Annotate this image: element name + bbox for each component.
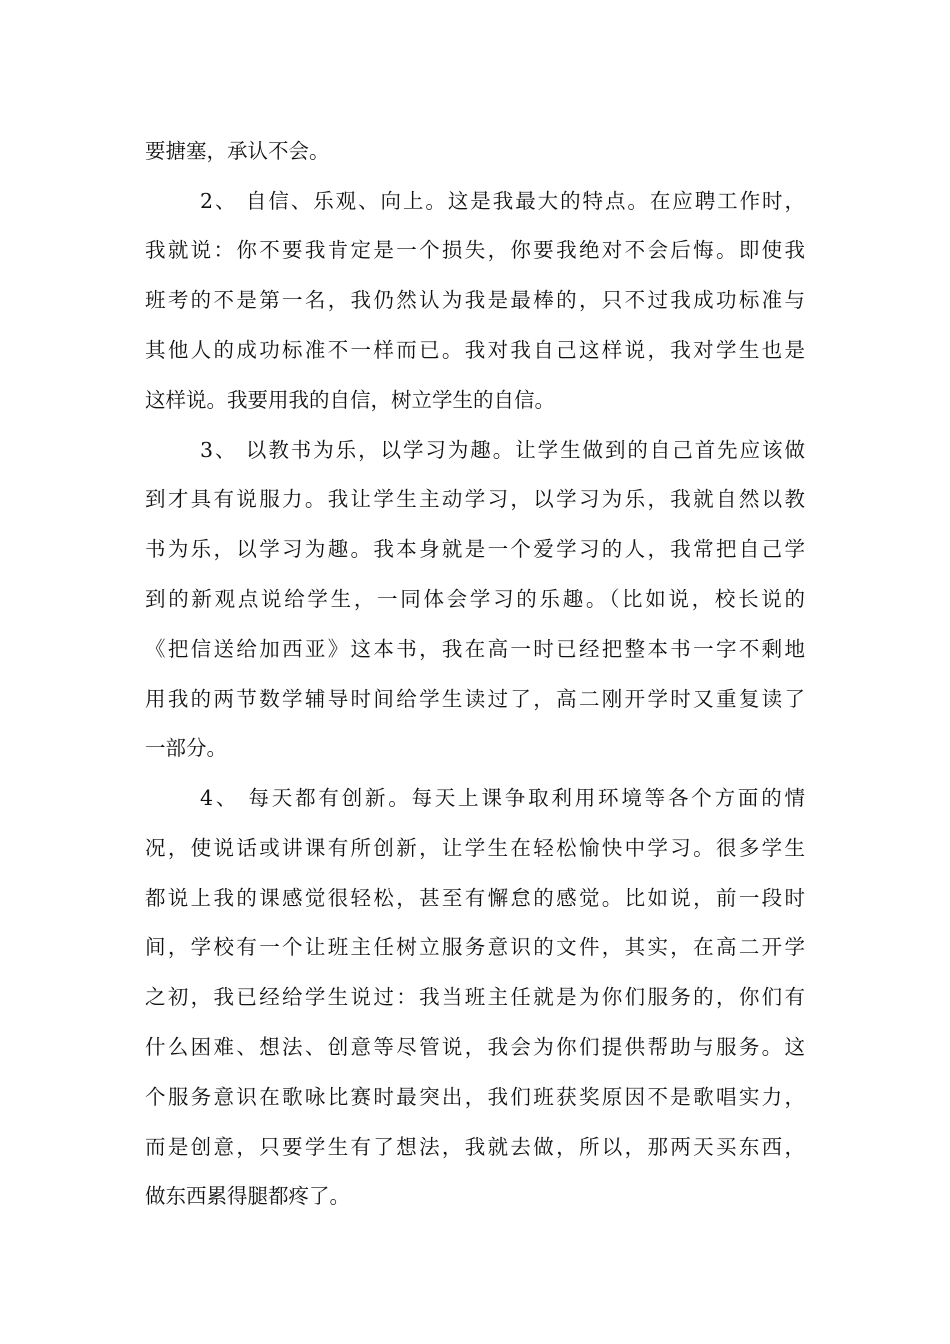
text-line: 用我的两节数学辅导时间给学生读过了，高二刚开学时又重复读了 xyxy=(145,687,805,711)
text-line: 2、 自信、乐观、向上。这是我最大的特点。在应聘工作时， xyxy=(200,189,805,213)
text-line: 班考的不是第一名，我仍然认为我是最棒的，只不过我成功标准与 xyxy=(145,288,805,312)
text-line: 什么困难、想法、创意等尽管说，我会为你们提供帮助与服务。这 xyxy=(145,1035,805,1059)
text-line: 其他人的成功标准不一样而已。我对我自己这样说，我对学生也是 xyxy=(145,338,805,362)
text-line: 到的新观点说给学生，一同体会学习的乐趣。（比如说，校长说的 xyxy=(145,587,805,611)
text-line: 况，使说话或讲课有所创新，让学生在轻松愉快中学习。很多学生 xyxy=(145,836,805,860)
text-line: 书为乐，以学习为趣。我本身就是一个爱学习的人，我常把自己学 xyxy=(145,537,805,561)
text-line: 之初，我已经给学生说过：我当班主任就是为你们服务的，你们有 xyxy=(145,985,805,1009)
text-line: 个服务意识在歌咏比赛时最突出，我们班获奖原因不是歌唱实力， xyxy=(145,1085,805,1109)
text-line: 要搪塞，承认不会。 xyxy=(145,139,330,163)
text-line: 做东西累得腿都疼了。 xyxy=(145,1184,350,1208)
text-line: 3、 以教书为乐，以学习为趣。让学生做到的自己首先应该做 xyxy=(200,438,805,462)
text-line: 一部分。 xyxy=(145,736,227,760)
text-line: 这样说。我要用我的自信，树立学生的自信。 xyxy=(145,388,555,412)
text-line: 《把信送给加西亚》这本书，我在高一时已经把整本书一字不剩地 xyxy=(145,637,805,661)
text-line: 我就说：你不要我肯定是一个损失，你要我绝对不会后悔。即使我 xyxy=(145,238,805,262)
text-line: 间，学校有一个让班主任树立服务意识的文件，其实，在高二开学 xyxy=(145,935,805,959)
text-line: 都说上我的课感觉很轻松，甚至有懈怠的感觉。比如说，前一段时 xyxy=(145,886,805,910)
text-line: 到才具有说服力。我让学生主动学习，以学习为乐，我就自然以教 xyxy=(145,487,805,511)
text-line: 4、 每天都有创新。每天上课争取利用环境等各个方面的情 xyxy=(200,786,805,810)
text-line: 而是创意，只要学生有了想法，我就去做，所以，那两天买东西， xyxy=(145,1135,805,1159)
